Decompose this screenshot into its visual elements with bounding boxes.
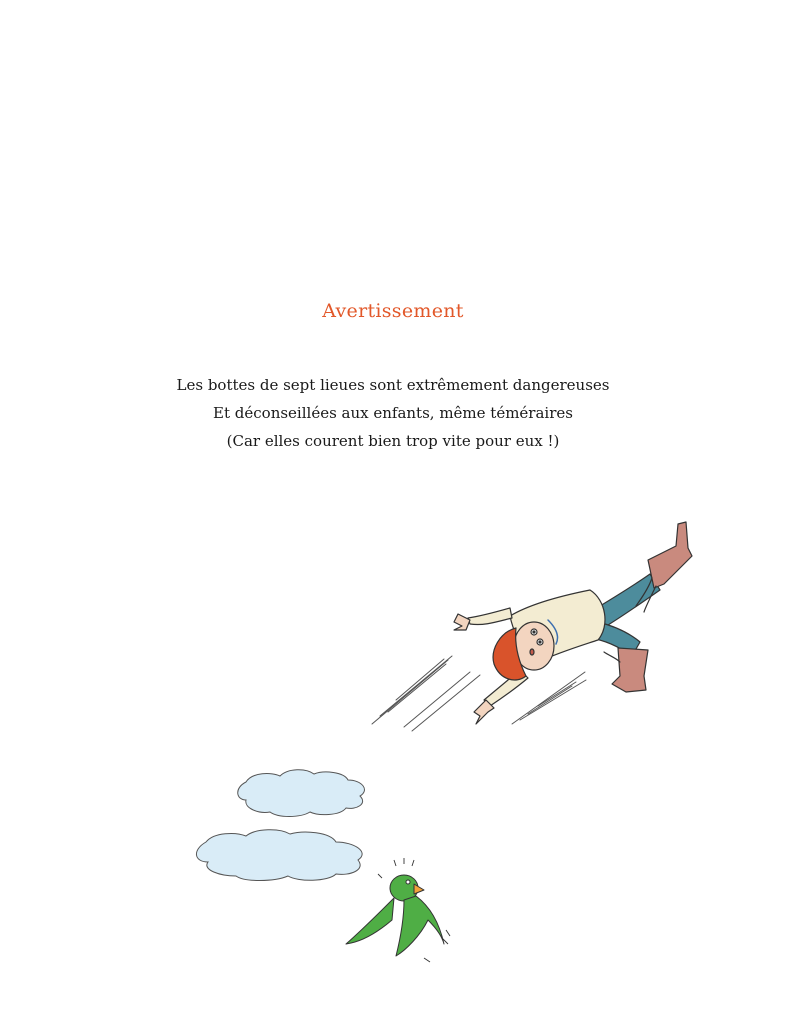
verse-line-3: (Car elles courent bien trop vite pour eux !) bbox=[226, 432, 560, 450]
flying-child-icon bbox=[454, 522, 692, 724]
cloud-icon bbox=[196, 770, 364, 881]
green-bird-icon bbox=[346, 858, 450, 962]
page-title: Avertissement bbox=[322, 300, 464, 322]
verse-line-2: Et déconseillées aux enfants, même téméraires bbox=[213, 404, 573, 422]
verse-line-1: Les bottes de sept lieues sont extrêmement dangereuses bbox=[176, 376, 610, 394]
